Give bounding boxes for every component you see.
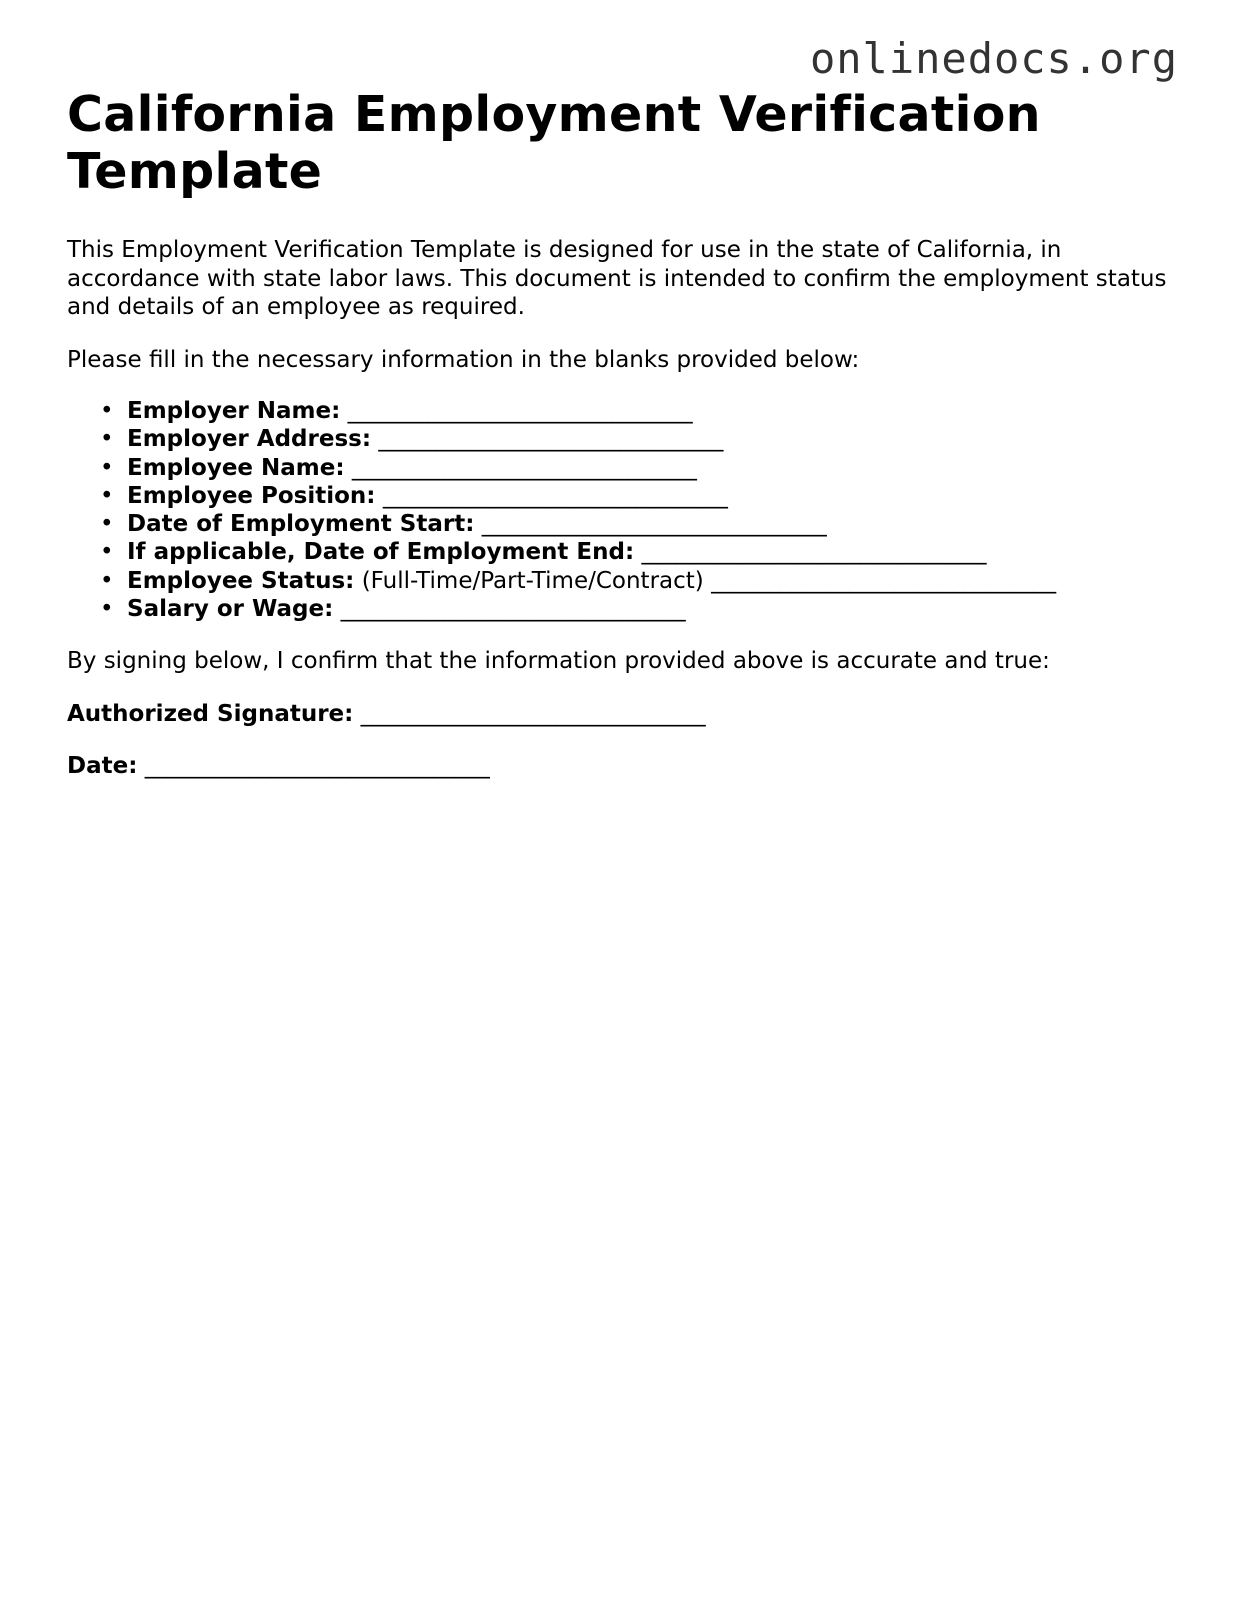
date-label: Date:: [67, 753, 138, 780]
field-employee-position: [100, 482, 1177, 510]
bullet-icon: •: [100, 426, 114, 453]
signature-line: [67, 700, 1177, 729]
field-label: If applicable, Date of Employment End:: [127, 539, 635, 566]
field-note: (Full-Time/Part-Time/Contract): [361, 567, 704, 594]
document-body: [67, 86, 1177, 781]
bullet-icon: •: [100, 596, 114, 623]
confirmation-paragraph: By signing below, I confirm that the information provided above is accurate and true:: [67, 648, 1050, 675]
document-title: California Employment Verification Template: [67, 86, 1041, 200]
field-list: [67, 397, 1177, 623]
field-blank[interactable]: ______________________________: [378, 426, 724, 453]
bullet-icon: •: [100, 539, 114, 566]
field-employee-status: [100, 567, 1177, 595]
field-blank[interactable]: ______________________________: [382, 482, 728, 509]
field-employee-name: [100, 454, 1177, 482]
field-label: Employee Name:: [127, 454, 345, 481]
field-label: Date of Employment Start:: [127, 511, 475, 538]
field-label: Salary or Wage:: [127, 596, 334, 623]
signature-label: Authorized Signature:: [67, 700, 354, 727]
date-blank[interactable]: ______________________________: [144, 753, 490, 780]
field-employment-start: [100, 510, 1177, 538]
field-blank[interactable]: ______________________________: [481, 511, 827, 538]
field-label: Employer Name:: [127, 398, 341, 424]
bullet-icon: •: [100, 398, 114, 424]
bullet-icon: •: [100, 511, 114, 538]
site-watermark: onlinedocs.org: [809, 34, 1178, 83]
field-blank[interactable]: ______________________________: [641, 539, 987, 566]
date-line: [67, 752, 1177, 781]
field-salary-wage: [100, 595, 1177, 623]
bullet-icon: •: [100, 454, 114, 481]
field-blank[interactable]: ______________________________: [340, 596, 686, 623]
signature-blank[interactable]: ______________________________: [360, 700, 706, 727]
field-blank[interactable]: ______________________________: [351, 454, 697, 481]
field-label: Employee Status:: [127, 567, 355, 594]
field-label: Employer Address:: [127, 426, 372, 453]
intro-paragraph: This Employment Verification Template is designed for use in the state of California, in accordance with state labor laws. This document is intended to confirm the employment status and details of an employee as required.: [67, 237, 1167, 320]
field-blank[interactable]: ______________________________: [711, 567, 1057, 594]
field-blank[interactable]: ______________________________: [347, 398, 693, 424]
field-label: Employee Position:: [127, 482, 376, 509]
field-employment-end: [100, 538, 1177, 566]
bullet-icon: •: [100, 482, 114, 509]
field-employer-name: [100, 397, 1177, 425]
instruction-paragraph: Please fill in the necessary information in the blanks provided below:: [67, 346, 860, 373]
bullet-icon: •: [100, 567, 114, 594]
field-employer-address: [100, 425, 1177, 453]
